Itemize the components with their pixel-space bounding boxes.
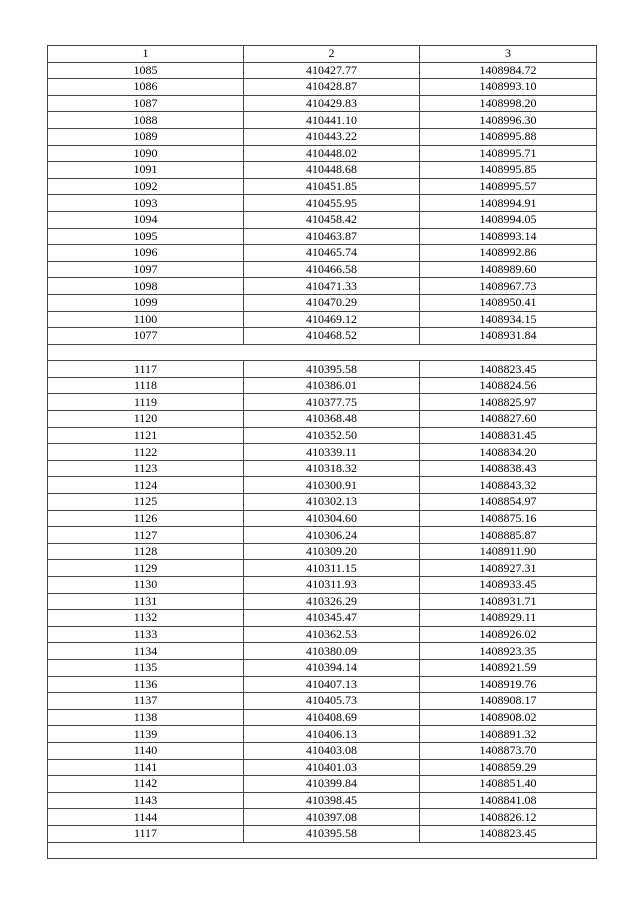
point-number-cell: 1094	[48, 211, 244, 228]
column-header-1: 1	[48, 46, 244, 63]
y-coordinate-cell: 1408834.20	[420, 444, 597, 461]
table-row	[48, 278, 597, 295]
x-coordinate-cell: 410368.48	[244, 411, 420, 428]
table-row	[48, 162, 597, 179]
y-coordinate-cell: 1408875.16	[420, 510, 597, 527]
x-coordinate-cell: 410466.58	[244, 261, 420, 278]
x-coordinate-cell: 410443.22	[244, 128, 420, 145]
point-number-cell: 1121	[48, 427, 244, 444]
x-coordinate-cell: 410397.08	[244, 809, 420, 826]
y-coordinate-cell: 1408927.31	[420, 560, 597, 577]
y-coordinate-cell: 1408826.12	[420, 809, 597, 826]
y-coordinate-cell: 1408823.45	[420, 361, 597, 378]
y-coordinate-cell: 1408921.59	[420, 659, 597, 676]
x-coordinate-cell: 410399.84	[244, 776, 420, 793]
y-coordinate-cell: 1408995.71	[420, 145, 597, 162]
y-coordinate-cell: 1408995.85	[420, 162, 597, 179]
empty-cell	[244, 344, 420, 361]
y-coordinate-cell: 1408908.02	[420, 709, 597, 726]
table-row	[48, 494, 597, 511]
table-row	[48, 79, 597, 96]
x-coordinate-cell: 410386.01	[244, 377, 420, 394]
table-row	[48, 427, 597, 444]
table-row	[48, 145, 597, 162]
point-number-cell: 1139	[48, 726, 244, 743]
x-coordinate-cell: 410352.50	[244, 427, 420, 444]
point-number-cell: 1135	[48, 659, 244, 676]
point-number-cell: 1120	[48, 411, 244, 428]
x-coordinate-cell: 410326.29	[244, 593, 420, 610]
y-coordinate-cell: 1408843.32	[420, 477, 597, 494]
table-row	[48, 261, 597, 278]
table-row	[48, 709, 597, 726]
x-coordinate-cell: 410408.69	[244, 709, 420, 726]
x-coordinate-cell: 410304.60	[244, 510, 420, 527]
table-row	[48, 444, 597, 461]
x-coordinate-cell: 410448.68	[244, 162, 420, 179]
y-coordinate-cell: 1408950.41	[420, 294, 597, 311]
point-number-cell: 1124	[48, 477, 244, 494]
point-number-cell: 1088	[48, 112, 244, 129]
point-number-cell: 1098	[48, 278, 244, 295]
y-coordinate-cell: 1408841.08	[420, 792, 597, 809]
table-row	[48, 211, 597, 228]
point-number-cell: 1134	[48, 643, 244, 660]
x-coordinate-cell: 410455.95	[244, 195, 420, 212]
table-row	[48, 394, 597, 411]
x-coordinate-cell: 410451.85	[244, 178, 420, 195]
x-coordinate-cell: 410448.02	[244, 145, 420, 162]
point-number-cell: 1125	[48, 494, 244, 511]
table-row	[48, 626, 597, 643]
table-row	[48, 560, 597, 577]
x-coordinate-cell: 410395.58	[244, 361, 420, 378]
point-number-cell: 1089	[48, 128, 244, 145]
y-coordinate-cell: 1408823.45	[420, 825, 597, 842]
empty-cell	[48, 344, 244, 361]
table-row	[48, 411, 597, 428]
point-number-cell: 1123	[48, 460, 244, 477]
table-row	[48, 643, 597, 660]
coordinates-table	[47, 45, 597, 859]
point-number-cell: 1129	[48, 560, 244, 577]
y-coordinate-cell: 1408929.11	[420, 610, 597, 627]
table-row	[48, 610, 597, 627]
y-coordinate-cell: 1408984.72	[420, 62, 597, 79]
point-number-cell: 1126	[48, 510, 244, 527]
x-coordinate-cell: 410339.11	[244, 444, 420, 461]
table-row	[48, 62, 597, 79]
y-coordinate-cell: 1408993.10	[420, 79, 597, 96]
y-coordinate-cell: 1408931.71	[420, 593, 597, 610]
x-coordinate-cell: 410428.87	[244, 79, 420, 96]
y-coordinate-cell: 1408992.86	[420, 245, 597, 262]
x-coordinate-cell: 410309.20	[244, 543, 420, 560]
point-number-cell: 1130	[48, 577, 244, 594]
x-coordinate-cell: 410429.83	[244, 95, 420, 112]
section-separator-row	[48, 842, 597, 859]
table-row	[48, 228, 597, 245]
table-row	[48, 776, 597, 793]
point-number-cell: 1096	[48, 245, 244, 262]
table-row	[48, 294, 597, 311]
y-coordinate-cell: 1408994.05	[420, 211, 597, 228]
point-number-cell: 1117	[48, 825, 244, 842]
y-coordinate-cell: 1408967.73	[420, 278, 597, 295]
y-coordinate-cell: 1408911.90	[420, 543, 597, 560]
y-coordinate-cell: 1408873.70	[420, 742, 597, 759]
table-row	[48, 825, 597, 842]
x-coordinate-cell: 410311.15	[244, 560, 420, 577]
y-coordinate-cell: 1408824.56	[420, 377, 597, 394]
y-coordinate-cell: 1408993.14	[420, 228, 597, 245]
empty-cell	[48, 842, 244, 859]
point-number-cell: 1097	[48, 261, 244, 278]
table-row	[48, 577, 597, 594]
table-row	[48, 195, 597, 212]
empty-cell	[244, 842, 420, 859]
column-header-3: 3	[420, 46, 597, 63]
table-row	[48, 510, 597, 527]
table-row	[48, 726, 597, 743]
x-coordinate-cell: 410395.58	[244, 825, 420, 842]
table-row	[48, 742, 597, 759]
point-number-cell: 1077	[48, 328, 244, 345]
point-number-cell: 1090	[48, 145, 244, 162]
table-row	[48, 112, 597, 129]
point-number-cell: 1136	[48, 676, 244, 693]
x-coordinate-cell: 410470.29	[244, 294, 420, 311]
y-coordinate-cell: 1408994.91	[420, 195, 597, 212]
x-coordinate-cell: 410465.74	[244, 245, 420, 262]
y-coordinate-cell: 1408933.45	[420, 577, 597, 594]
point-number-cell: 1119	[48, 394, 244, 411]
point-number-cell: 1131	[48, 593, 244, 610]
table-row	[48, 792, 597, 809]
column-header-2: 2	[244, 46, 420, 63]
x-coordinate-cell: 410469.12	[244, 311, 420, 328]
point-number-cell: 1127	[48, 527, 244, 544]
y-coordinate-cell: 1408923.35	[420, 643, 597, 660]
header-row	[48, 46, 597, 63]
point-number-cell: 1086	[48, 79, 244, 96]
point-number-cell: 1117	[48, 361, 244, 378]
point-number-cell: 1143	[48, 792, 244, 809]
y-coordinate-cell: 1408926.02	[420, 626, 597, 643]
y-coordinate-cell: 1408998.20	[420, 95, 597, 112]
empty-cell	[420, 344, 597, 361]
x-coordinate-cell: 410401.03	[244, 759, 420, 776]
x-coordinate-cell: 410300.91	[244, 477, 420, 494]
point-number-cell: 1099	[48, 294, 244, 311]
y-coordinate-cell: 1408859.29	[420, 759, 597, 776]
table-row	[48, 676, 597, 693]
x-coordinate-cell: 410427.77	[244, 62, 420, 79]
table-row	[48, 593, 597, 610]
x-coordinate-cell: 410441.10	[244, 112, 420, 129]
point-number-cell: 1092	[48, 178, 244, 195]
point-number-cell: 1137	[48, 693, 244, 710]
point-number-cell: 1085	[48, 62, 244, 79]
point-number-cell: 1087	[48, 95, 244, 112]
table-row	[48, 377, 597, 394]
y-coordinate-cell: 1408995.57	[420, 178, 597, 195]
table-row	[48, 328, 597, 345]
y-coordinate-cell: 1408854.97	[420, 494, 597, 511]
x-coordinate-cell: 410406.13	[244, 726, 420, 743]
x-coordinate-cell: 410463.87	[244, 228, 420, 245]
point-number-cell: 1118	[48, 377, 244, 394]
x-coordinate-cell: 410302.13	[244, 494, 420, 511]
point-number-cell: 1140	[48, 742, 244, 759]
x-coordinate-cell: 410394.14	[244, 659, 420, 676]
point-number-cell: 1091	[48, 162, 244, 179]
table-row	[48, 95, 597, 112]
table-row	[48, 477, 597, 494]
x-coordinate-cell: 410377.75	[244, 394, 420, 411]
point-number-cell: 1142	[48, 776, 244, 793]
point-number-cell: 1093	[48, 195, 244, 212]
table-row	[48, 543, 597, 560]
table-row	[48, 178, 597, 195]
table-row	[48, 759, 597, 776]
x-coordinate-cell: 410403.08	[244, 742, 420, 759]
table-row	[48, 361, 597, 378]
x-coordinate-cell: 410405.73	[244, 693, 420, 710]
point-number-cell: 1133	[48, 626, 244, 643]
empty-cell	[420, 842, 597, 859]
point-number-cell: 1138	[48, 709, 244, 726]
x-coordinate-cell: 410471.33	[244, 278, 420, 295]
x-coordinate-cell: 410318.32	[244, 460, 420, 477]
table-row	[48, 693, 597, 710]
x-coordinate-cell: 410306.24	[244, 527, 420, 544]
point-number-cell: 1100	[48, 311, 244, 328]
table-row	[48, 809, 597, 826]
y-coordinate-cell: 1408831.45	[420, 427, 597, 444]
section-separator-row	[48, 344, 597, 361]
table-body	[48, 62, 597, 859]
table-row	[48, 311, 597, 328]
y-coordinate-cell: 1408891.32	[420, 726, 597, 743]
y-coordinate-cell: 1408885.87	[420, 527, 597, 544]
y-coordinate-cell: 1408838.43	[420, 460, 597, 477]
y-coordinate-cell: 1408827.60	[420, 411, 597, 428]
x-coordinate-cell: 410311.93	[244, 577, 420, 594]
y-coordinate-cell: 1408825.97	[420, 394, 597, 411]
y-coordinate-cell: 1408934.15	[420, 311, 597, 328]
x-coordinate-cell: 410398.45	[244, 792, 420, 809]
y-coordinate-cell: 1408989.60	[420, 261, 597, 278]
y-coordinate-cell: 1408908.17	[420, 693, 597, 710]
x-coordinate-cell: 410345.47	[244, 610, 420, 627]
table-row	[48, 527, 597, 544]
point-number-cell: 1095	[48, 228, 244, 245]
x-coordinate-cell: 410468.52	[244, 328, 420, 345]
table-row	[48, 659, 597, 676]
y-coordinate-cell: 1408995.88	[420, 128, 597, 145]
point-number-cell: 1122	[48, 444, 244, 461]
y-coordinate-cell: 1408919.76	[420, 676, 597, 693]
table-row	[48, 128, 597, 145]
table-row	[48, 460, 597, 477]
point-number-cell: 1132	[48, 610, 244, 627]
point-number-cell: 1128	[48, 543, 244, 560]
x-coordinate-cell: 410458.42	[244, 211, 420, 228]
point-number-cell: 1144	[48, 809, 244, 826]
table-row	[48, 245, 597, 262]
y-coordinate-cell: 1408851.40	[420, 776, 597, 793]
x-coordinate-cell: 410407.13	[244, 676, 420, 693]
x-coordinate-cell: 410380.09	[244, 643, 420, 660]
y-coordinate-cell: 1408931.84	[420, 328, 597, 345]
point-number-cell: 1141	[48, 759, 244, 776]
x-coordinate-cell: 410362.53	[244, 626, 420, 643]
y-coordinate-cell: 1408996.30	[420, 112, 597, 129]
